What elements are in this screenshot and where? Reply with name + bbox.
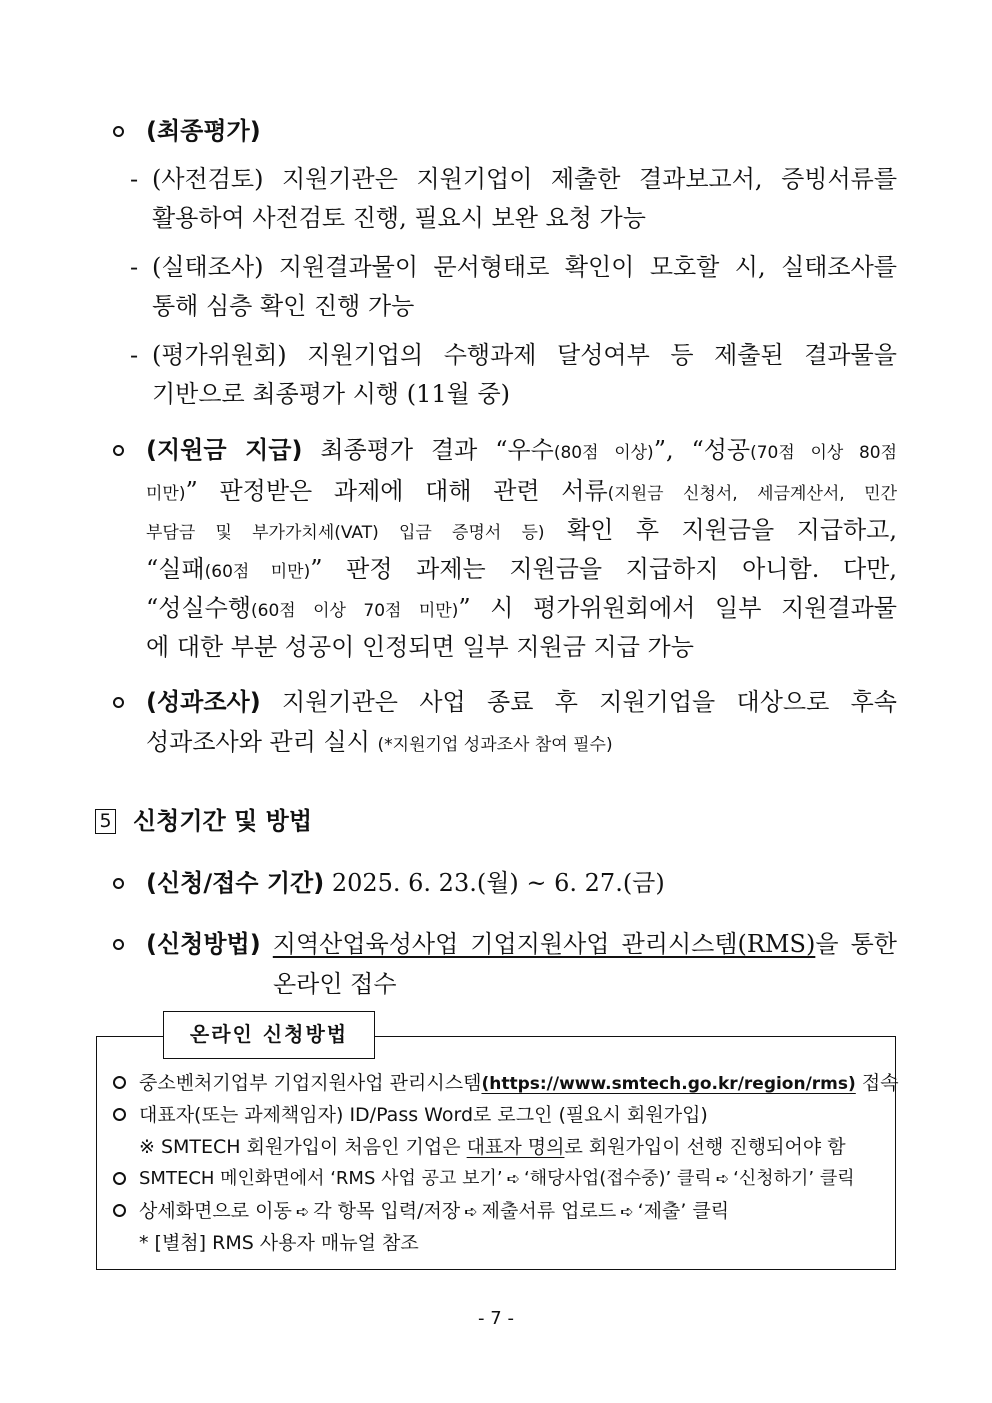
grant-note: (지원금 신청서, 세금계산서, 민간 bbox=[607, 484, 898, 504]
circle-bullet-icon bbox=[113, 939, 124, 950]
grant-text: ”, “성공 bbox=[653, 436, 751, 464]
grant-text: ” 시 평가위원회에서 일부 지원결과물 bbox=[458, 594, 897, 622]
grant-text: “실패 bbox=[146, 555, 205, 583]
grant-text: 최종평가 결과 “우수 bbox=[320, 436, 554, 464]
final-eval-item-1-line-1: (사전검토) 지원기관은 지원기업이 제출한 결과보고서, 증빙서류를 bbox=[152, 165, 897, 193]
method-heading: (신청방법) bbox=[146, 930, 261, 958]
dash-bullet: - bbox=[130, 253, 139, 281]
final-eval-item-2-line-1: (실태조사) 지원결과물이 문서형태로 확인이 모호할 시, 실태조사를 bbox=[152, 253, 897, 281]
grant-text: ” 판정 과제는 지원금을 지급하지 아니함. 다만, bbox=[310, 555, 897, 583]
method-line-2: 온라인 접수 bbox=[273, 970, 397, 998]
grant-line-6: 에 대한 부분 성공이 인정되면 일부 지원금 지급 가능 bbox=[146, 633, 694, 661]
section-title: 신청기간 및 방법 bbox=[133, 807, 312, 835]
circle-bullet-icon bbox=[113, 126, 124, 137]
arrow-right-icon: ➪ bbox=[506, 1169, 521, 1188]
circle-bullet-icon bbox=[113, 697, 124, 708]
arrow-right-icon: ➪ bbox=[715, 1169, 730, 1188]
online-step-text: SMTECH 메인화면에서 ‘RMS 사업 공고 보기’ bbox=[139, 1168, 503, 1189]
rms-system-link[interactable]: 지역산업육성사업 기업지원사업 관리시스템(RMS) bbox=[272, 930, 816, 958]
grant-line-5 bbox=[146, 590, 897, 629]
grant-note: (60점 미만) bbox=[204, 562, 311, 582]
online-step-text: 중소벤처기업부 기업지원사업 관리시스템 bbox=[139, 1072, 482, 1094]
circle-bullet-icon bbox=[113, 1076, 126, 1089]
performance-note: (*지원기업 성과조사 참여 필수) bbox=[377, 735, 613, 755]
final-eval-item-3-line-1: (평가위원회) 지원기업의 수행과제 달성여부 등 제출된 결과물을 bbox=[152, 341, 897, 369]
grant-line-4 bbox=[146, 551, 897, 590]
grant-text: ” 판정받은 과제에 대해 관련 서류 bbox=[185, 477, 608, 505]
online-manual-note: * [별첨] RMS 사용자 매뉴얼 참조 bbox=[139, 1232, 419, 1254]
circle-bullet-icon bbox=[113, 1108, 126, 1121]
final-eval-heading: (최종평가) bbox=[146, 117, 261, 145]
grant-note: (70점 이상 80점 bbox=[750, 443, 897, 463]
period-text: 2025. 6. 23.(월) ~ 6. 27.(금) bbox=[331, 869, 665, 897]
dash-bullet: - bbox=[130, 341, 139, 369]
online-note-emphasis: 대표자 명의 bbox=[466, 1136, 565, 1158]
method-line-1 bbox=[146, 926, 897, 962]
dash-bullet: - bbox=[130, 165, 139, 193]
circle-bullet-icon bbox=[113, 878, 124, 889]
final-eval-item-1-line-2: 활용하여 사전검토 진행, 필요시 보완 요청 가능 bbox=[152, 204, 646, 232]
online-step-text: ‘제출’ 클릭 bbox=[637, 1200, 730, 1222]
grant-line-1 bbox=[146, 432, 897, 471]
arrow-right-icon: ➪ bbox=[464, 1202, 478, 1221]
online-step-note bbox=[139, 1132, 846, 1162]
page-number: - 7 - bbox=[478, 1308, 514, 1329]
circle-bullet-icon bbox=[113, 1172, 126, 1185]
online-step-3 bbox=[139, 1164, 855, 1194]
period-heading: (신청/접수 기간) bbox=[146, 869, 325, 897]
grant-text: “성실수행 bbox=[146, 594, 252, 622]
performance-text: 성과조사와 관리 실시 bbox=[146, 728, 378, 756]
grant-line-2 bbox=[146, 473, 897, 512]
online-step-1 bbox=[139, 1068, 899, 1099]
online-method-title: 온라인 신청방법 bbox=[163, 1011, 375, 1059]
performance-line-2 bbox=[146, 724, 613, 763]
grant-line-3 bbox=[146, 512, 897, 551]
grant-heading: (지원금 지급) bbox=[146, 436, 303, 464]
grant-text: 확인 후 지원금을 지급하고, bbox=[544, 516, 897, 544]
circle-bullet-icon bbox=[113, 1204, 126, 1217]
online-note-text: 로 회원가입이 선행 진행되어야 함 bbox=[564, 1136, 846, 1158]
period-line bbox=[146, 865, 665, 901]
online-step-text: 접속 bbox=[855, 1072, 899, 1094]
grant-note: (60점 이상 70점 미만) bbox=[251, 601, 459, 621]
final-eval-item-3-line-2: 기반으로 최종평가 시행 (11월 중) bbox=[152, 380, 510, 408]
section-number-box: 5 bbox=[95, 809, 116, 834]
performance-text: 지원기관은 사업 종료 후 지원기업을 대상으로 후속 bbox=[282, 688, 897, 716]
arrow-right-icon: ➪ bbox=[620, 1202, 634, 1221]
online-step-text: 각 항목 입력/저장 bbox=[313, 1200, 461, 1222]
method-text: 을 통한 bbox=[815, 930, 897, 958]
online-note-text: ※ SMTECH 회원가입이 처음인 기업은 bbox=[139, 1136, 467, 1158]
online-step-4 bbox=[139, 1196, 729, 1227]
online-step-2: 대표자(또는 과제책임자) ID/Pass Word로 로그인 (필요시 회원가입) bbox=[139, 1104, 708, 1126]
performance-heading: (성과조사) bbox=[146, 688, 261, 716]
grant-note: 부담금 및 부가가치세(VAT) 입금 증명서 등) bbox=[146, 523, 545, 543]
performance-line-1 bbox=[146, 684, 897, 720]
grant-note: 미만) bbox=[146, 484, 186, 504]
online-step-text: ‘해당사업(접수중)’ 클릭 bbox=[524, 1168, 712, 1189]
final-eval-item-2-line-2: 통해 심층 확인 진행 가능 bbox=[152, 292, 415, 320]
online-step-text: 상세화면으로 이동 bbox=[139, 1200, 292, 1222]
circle-bullet-icon bbox=[113, 445, 124, 456]
online-step-text: ‘신청하기’ 클릭 bbox=[733, 1168, 855, 1189]
online-step-text: 제출서류 업로드 bbox=[481, 1200, 617, 1222]
arrow-right-icon: ➪ bbox=[295, 1202, 310, 1221]
smtech-url-link[interactable]: (https://www.smtech.go.kr/region/rms) bbox=[481, 1074, 856, 1094]
grant-note: (80점 이상) bbox=[553, 443, 654, 463]
